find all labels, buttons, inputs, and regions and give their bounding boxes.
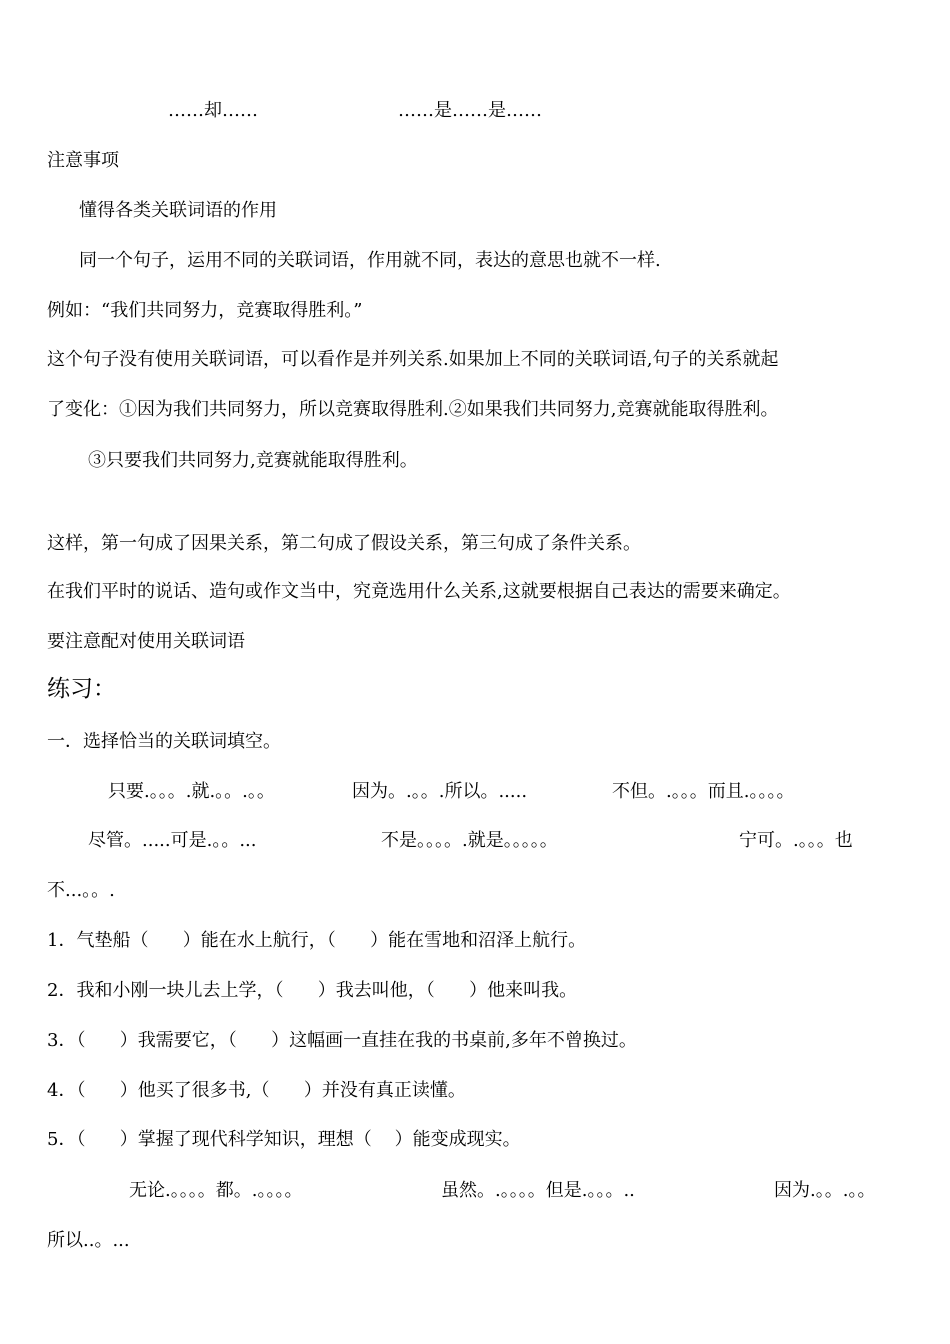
option-2-2: 不是。。。。.就是。。。。。 (381, 830, 558, 851)
notes-paragraph-4c: ③只要我们共同努力,竞赛就能取得胜利。 (88, 450, 418, 471)
top-pair-left: ……却…… (168, 100, 258, 121)
notes-paragraph-2: 同一个句子，运用不同的关联词语，作用就不同，表达的意思也就不一样. (79, 250, 661, 271)
notes-paragraph-5: 这样，第一句成了因果关系，第二句成了假设关系，第三句成了条件关系。 (47, 533, 641, 554)
option-2-continued: 不...。。. (47, 880, 115, 901)
question-1-title: 一．选择恰当的关联词填空。 (47, 731, 281, 752)
option-1-1: 只要.。。。.就.。。.。。 (108, 781, 275, 802)
option-2-1: 尽管。.....可是.。。... (88, 830, 257, 851)
option-3-3: 因为.。。.。。 (774, 1180, 876, 1201)
notes-paragraph-4b: 了变化：①因为我们共同努力，所以竞赛取得胜利.②如果我们共同努力,竞赛就能取得胜利。 (47, 399, 779, 420)
exercise-item-1: 1．气垫船（ ）能在水上航行，（ ）能在雪地和沼泽上航行。 (47, 930, 587, 951)
option-3-2: 虽然。.。。。。但是.。。。.. (441, 1180, 635, 1201)
option-1-3: 不但。.。。。而且.。。。。 (612, 781, 795, 802)
option-2-3: 宁可。.。。。也 (739, 830, 853, 851)
exercise-heading: 练习： (47, 676, 116, 702)
notes-paragraph-7: 要注意配对使用关联词语 (47, 631, 245, 652)
notes-paragraph-1: 懂得各类关联词语的作用 (79, 200, 277, 221)
option-3-1: 无论.。。。。都。.。。。。 (129, 1180, 303, 1201)
notes-paragraph-6: 在我们平时的说话、造句或作文当中，究竟选用什么关系,这就要根据自己表达的需要来确定。 (47, 581, 791, 602)
option-3-continued: 所以..。... (47, 1230, 130, 1251)
exercise-item-2: 2．我和小刚一块儿去上学，（ ）我去叫他，（ ）他来叫我。 (47, 980, 578, 1001)
top-pair-right: ……是……是…… (398, 100, 542, 121)
notes-example: 例如：“我们共同努力，竞赛取得胜利。” (47, 300, 363, 321)
notes-title: 注意事项 (47, 150, 119, 171)
exercise-item-5: 5．（ ）掌握了现代科学知识，理想（ ）能变成现实。 (47, 1129, 521, 1150)
exercise-item-4: 4．（ ）他买了很多书,（ ）并没有真正读懂。 (47, 1080, 466, 1101)
option-1-2: 因为。.。。.所以。..... (352, 781, 528, 802)
notes-paragraph-4a: 这个句子没有使用关联词语，可以看作是并列关系.如果加上不同的关联词语,句子的关系就起 (47, 349, 779, 370)
exercise-item-3: 3．（ ）我需要它，（ ）这幅画一直挂在我的书桌前,多年不曾换过。 (47, 1030, 637, 1051)
